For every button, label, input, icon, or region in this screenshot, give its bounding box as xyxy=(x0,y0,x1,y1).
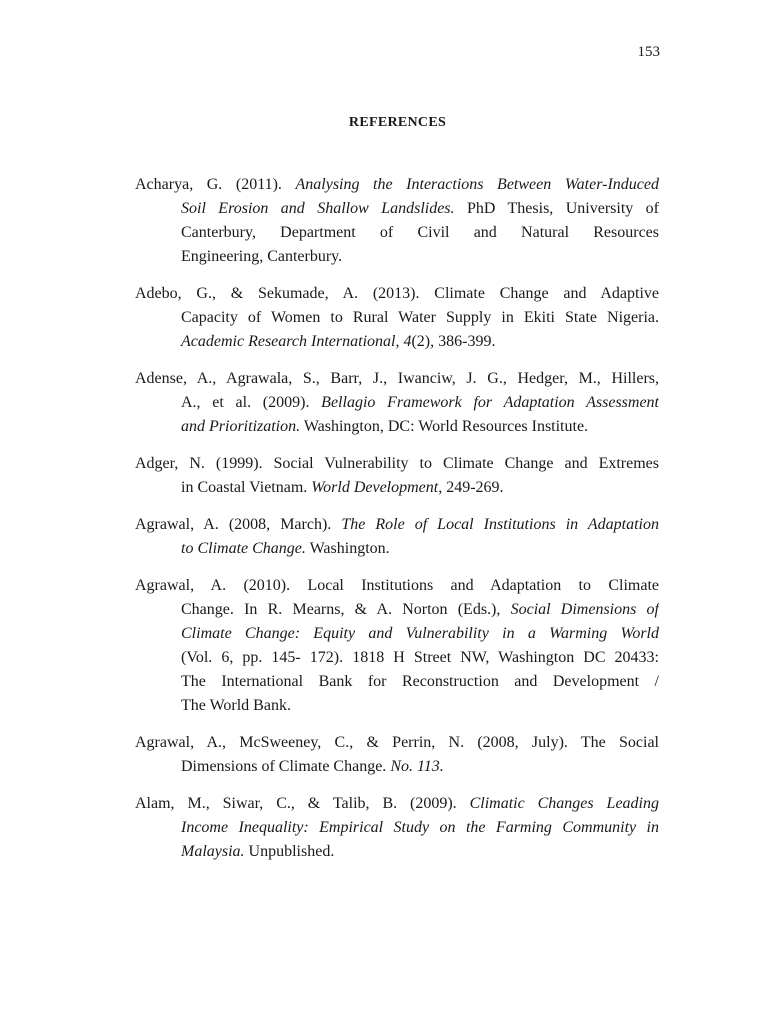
reference-line xyxy=(135,840,659,864)
reference-line xyxy=(135,197,659,221)
reference-line xyxy=(135,670,659,694)
reference-text: Dimensions of Climate Change. xyxy=(181,758,391,775)
reference-entry xyxy=(135,173,659,269)
reference-line xyxy=(135,816,659,840)
reference-title-text: to Climate Change. xyxy=(181,540,306,557)
reference-title-text: Malaysia. xyxy=(181,843,245,860)
reference-title-text: Climatic Changes Leading xyxy=(469,795,659,812)
reference-line xyxy=(135,574,659,598)
reference-text: in Coastal Vietnam. xyxy=(181,479,312,496)
reference-line xyxy=(135,598,659,622)
reference-text: Adense, A., Agrawala, S., Barr, J., Iwanciw, J. G., Hedger, M., Hillers, xyxy=(135,370,659,387)
reference-text: Agrawal, A. (2010). Local Institutions and Adaptation to Climate xyxy=(135,577,659,594)
reference-title-text: Climate Change: Equity and Vulnerability in a Warming World xyxy=(181,625,659,642)
reference-text: PhD Thesis, University of xyxy=(454,200,659,217)
reference-line xyxy=(135,513,659,537)
reference-text: Agrawal, A., McSweeney, C., & Perrin, N. (2008, July). The Social xyxy=(135,734,659,751)
reference-text: Adger, N. (1999). Social Vulnerability to Climate Change and Extremes xyxy=(135,455,659,472)
reference-text: Alam, M., Siwar, C., & Talib, B. (2009). xyxy=(135,795,470,812)
reference-line xyxy=(135,694,659,718)
reference-entry xyxy=(135,731,659,779)
reference-line xyxy=(135,245,659,269)
reference-text: The World Bank. xyxy=(181,697,291,714)
reference-list xyxy=(135,173,659,877)
reference-title-text: World Development xyxy=(311,479,439,496)
reference-line xyxy=(135,415,659,439)
reference-line xyxy=(135,755,659,779)
reference-text: (2), 386-399. xyxy=(411,333,496,350)
page-title: REFERENCES xyxy=(348,115,447,130)
reference-line xyxy=(135,282,659,306)
reference-entry xyxy=(135,792,659,864)
reference-entry xyxy=(135,574,659,718)
reference-text: A., et al. (2009). xyxy=(181,394,322,411)
reference-line xyxy=(135,476,659,500)
reference-text: The International Bank for Reconstruction and Development / xyxy=(181,673,659,690)
reference-text: Unpublished. xyxy=(244,843,335,860)
page-number: 153 xyxy=(637,44,660,60)
reference-title-text: and Prioritization. xyxy=(181,418,301,435)
reference-text: Change. In R. Mearns, & A. Norton (Eds.), xyxy=(181,601,511,618)
reference-entry xyxy=(135,282,659,354)
reference-line xyxy=(135,391,659,415)
reference-title-text: Academic Research International, 4 xyxy=(181,333,412,350)
reference-text: Washington. xyxy=(305,540,390,557)
reference-line xyxy=(135,452,659,476)
reference-title-text: No. 113. xyxy=(390,758,444,775)
reference-entry xyxy=(135,452,659,500)
reference-title-text: Bellagio Framework for Adaptation Assessment xyxy=(321,394,659,411)
reference-text: Acharya, G. (2011). xyxy=(135,176,296,193)
reference-line xyxy=(135,173,659,197)
reference-text: (Vol. 6, pp. 145- 172). 1818 H Street NW, Washington DC 20433: xyxy=(181,649,659,666)
reference-text: Capacity of Women to Rural Water Supply in Ekiti State Nigeria. xyxy=(181,309,659,326)
reference-line xyxy=(135,792,659,816)
reference-title-text: Soil Erosion and Shallow Landslides. xyxy=(181,200,455,217)
reference-text: Washington, DC: World Resources Institute. xyxy=(300,418,589,435)
reference-entry xyxy=(135,367,659,439)
reference-text: , 249-269. xyxy=(438,479,504,496)
reference-title-text: The Role of Local Institutions in Adaptation xyxy=(341,516,659,533)
reference-title-text: Social Dimensions of xyxy=(510,601,659,618)
reference-text: Engineering, Canterbury. xyxy=(181,248,343,265)
reference-line xyxy=(135,622,659,646)
reference-line xyxy=(135,367,659,391)
reference-line xyxy=(135,221,659,245)
reference-text: Adebo, G., & Sekumade, A. (2013). Climate Change and Adaptive xyxy=(135,285,659,302)
reference-line xyxy=(135,731,659,755)
reference-line xyxy=(135,306,659,330)
reference-line xyxy=(135,537,659,561)
reference-line xyxy=(135,330,659,354)
reference-text: Canterbury, Department of Civil and Natural Resources xyxy=(181,224,659,241)
reference-title-text: Income Inequality: Empirical Study on the Farming Community in xyxy=(181,819,659,836)
reference-entry xyxy=(135,513,659,561)
reference-line xyxy=(135,646,659,670)
reference-title-text: Analysing the Interactions Between Water-Induced xyxy=(295,176,659,193)
reference-text: Agrawal, A. (2008, March). xyxy=(135,516,342,533)
